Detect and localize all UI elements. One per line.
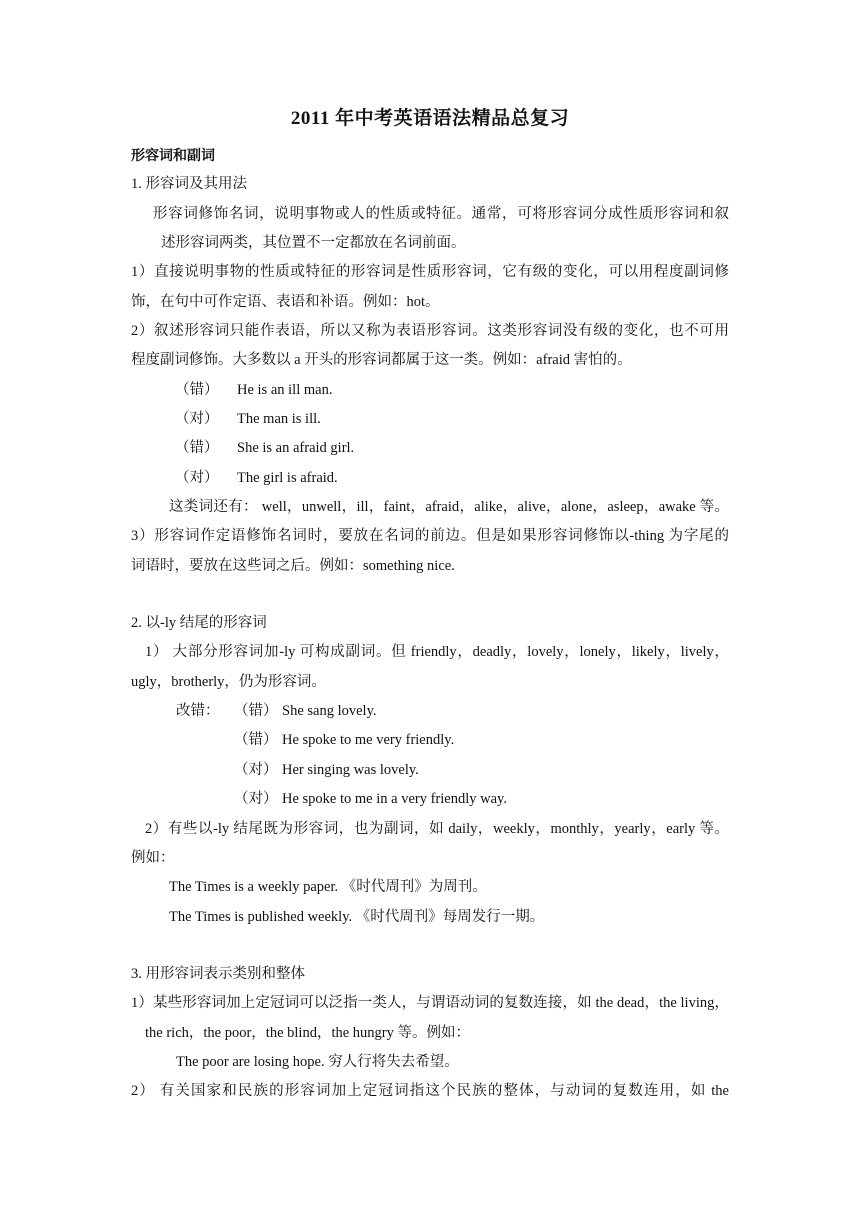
section-1-point-2-line-2: 程度副词修饰。大多数以 a 开头的形容词都属于这一类。例如：afraid 害怕的。 bbox=[131, 352, 632, 368]
example-row bbox=[175, 380, 332, 400]
section-3-point-2-line-1: 2） 有关国家和民族的形容词加上定冠词指这个民族的整体，与动词的复数连用，如 the bbox=[131, 1083, 729, 1099]
section-1-title: 1. 形容词及其用法 bbox=[131, 176, 247, 192]
example-row bbox=[234, 730, 454, 750]
example-row bbox=[175, 468, 338, 488]
example-row bbox=[234, 789, 507, 809]
example-mark: （对） bbox=[175, 470, 219, 486]
example-row bbox=[234, 760, 419, 780]
correction-label: 改错： bbox=[176, 703, 220, 719]
section-1-point-2-line-1: 2）叙述形容词只能作表语，所以又称为表语形容词。这类形容词没有级的变化，也不可用 bbox=[131, 323, 729, 339]
example-text: He spoke to me in a very friendly way. bbox=[282, 791, 507, 807]
section-2-point-2-line-1: 2）有些以-ly 结尾既为形容词，也为副词，如 daily，weekly，monthly，yearly，early 等。 bbox=[145, 821, 729, 837]
section-1-point-3-line-2: 词语时，要放在这些词之后。例如：something nice. bbox=[131, 558, 455, 574]
example-text: Her singing was lovely. bbox=[282, 762, 419, 778]
example-text: She is an afraid girl. bbox=[237, 440, 355, 456]
section-2-example-1: The Times is a weekly paper. 《时代周刊》为周刊。 bbox=[169, 879, 487, 895]
section-2-point-2-line-2: 例如： bbox=[131, 850, 175, 866]
section-3-example-1: The poor are losing hope. 穷人行将失去希望。 bbox=[176, 1054, 459, 1070]
example-row bbox=[175, 409, 321, 429]
section-2-point-1-line-2: ugly，brotherly，仍为形容词。 bbox=[131, 674, 326, 690]
example-row bbox=[176, 701, 377, 721]
example-mark: （对） bbox=[175, 411, 219, 427]
section-1-intro-line-2: 述形容词两类，其位置不一定都放在名词前面。 bbox=[161, 235, 466, 251]
section-1-point-1-line-2: 饰，在句中可作定语、表语和补语。例如：hot。 bbox=[131, 294, 440, 310]
example-row bbox=[175, 438, 354, 458]
example-text: She sang lovely. bbox=[282, 703, 377, 719]
page-title: 2011 年中考英语语法精品总复习 bbox=[290, 108, 570, 129]
section-2-point-1-line-1: 1） 大部分形容词加-ly 可构成副词。但 friendly，deadly，lovely，lonely，likely，lively， bbox=[145, 644, 729, 660]
section-1-also-line: 这类词还有： well，unwell，ill，faint，afraid，alike，alive，alone，asleep，awake 等。 bbox=[169, 499, 729, 515]
example-text: He is an ill man. bbox=[237, 382, 333, 398]
example-text: He spoke to me very friendly. bbox=[282, 732, 455, 748]
section-3-title: 3. 用形容词表示类别和整体 bbox=[131, 966, 305, 982]
example-mark: （错） bbox=[234, 703, 278, 719]
section-3-point-1-line-2: the rich，the poor，the blind，the hungry 等。例如： bbox=[145, 1025, 470, 1041]
section-2-title: 2. 以-ly 结尾的形容词 bbox=[131, 615, 267, 631]
example-mark: （对） bbox=[234, 762, 278, 778]
section-1-point-1-line-1: 1）直接说明事物的性质或特征的形容词是性质形容词，它有级的变化，可以用程度副词修 bbox=[131, 264, 729, 280]
example-text: The man is ill. bbox=[237, 411, 321, 427]
example-text: The girl is afraid. bbox=[237, 470, 338, 486]
section-2-example-2: The Times is published weekly. 《时代周刊》每周发行一期。 bbox=[169, 909, 545, 925]
section-1-intro-line-1: 形容词修饰名词，说明事物或人的性质或特征。通常，可将形容词分成性质形容词和叙 bbox=[153, 206, 729, 222]
example-mark: （错） bbox=[175, 382, 219, 398]
section-3-point-1-line-1: 1）某些形容词加上定冠词可以泛指一类人，与谓语动词的复数连接，如 the dead，the living， bbox=[131, 995, 729, 1011]
section-heading: 形容词和副词 bbox=[131, 148, 215, 164]
example-mark: （错） bbox=[234, 732, 278, 748]
example-mark: （对） bbox=[234, 791, 278, 807]
example-mark: （错） bbox=[175, 440, 219, 456]
section-1-point-3-line-1: 3）形容词作定语修饰名词时，要放在名词的前边。但是如果形容词修饰以-thing 为字尾的 bbox=[131, 528, 729, 544]
